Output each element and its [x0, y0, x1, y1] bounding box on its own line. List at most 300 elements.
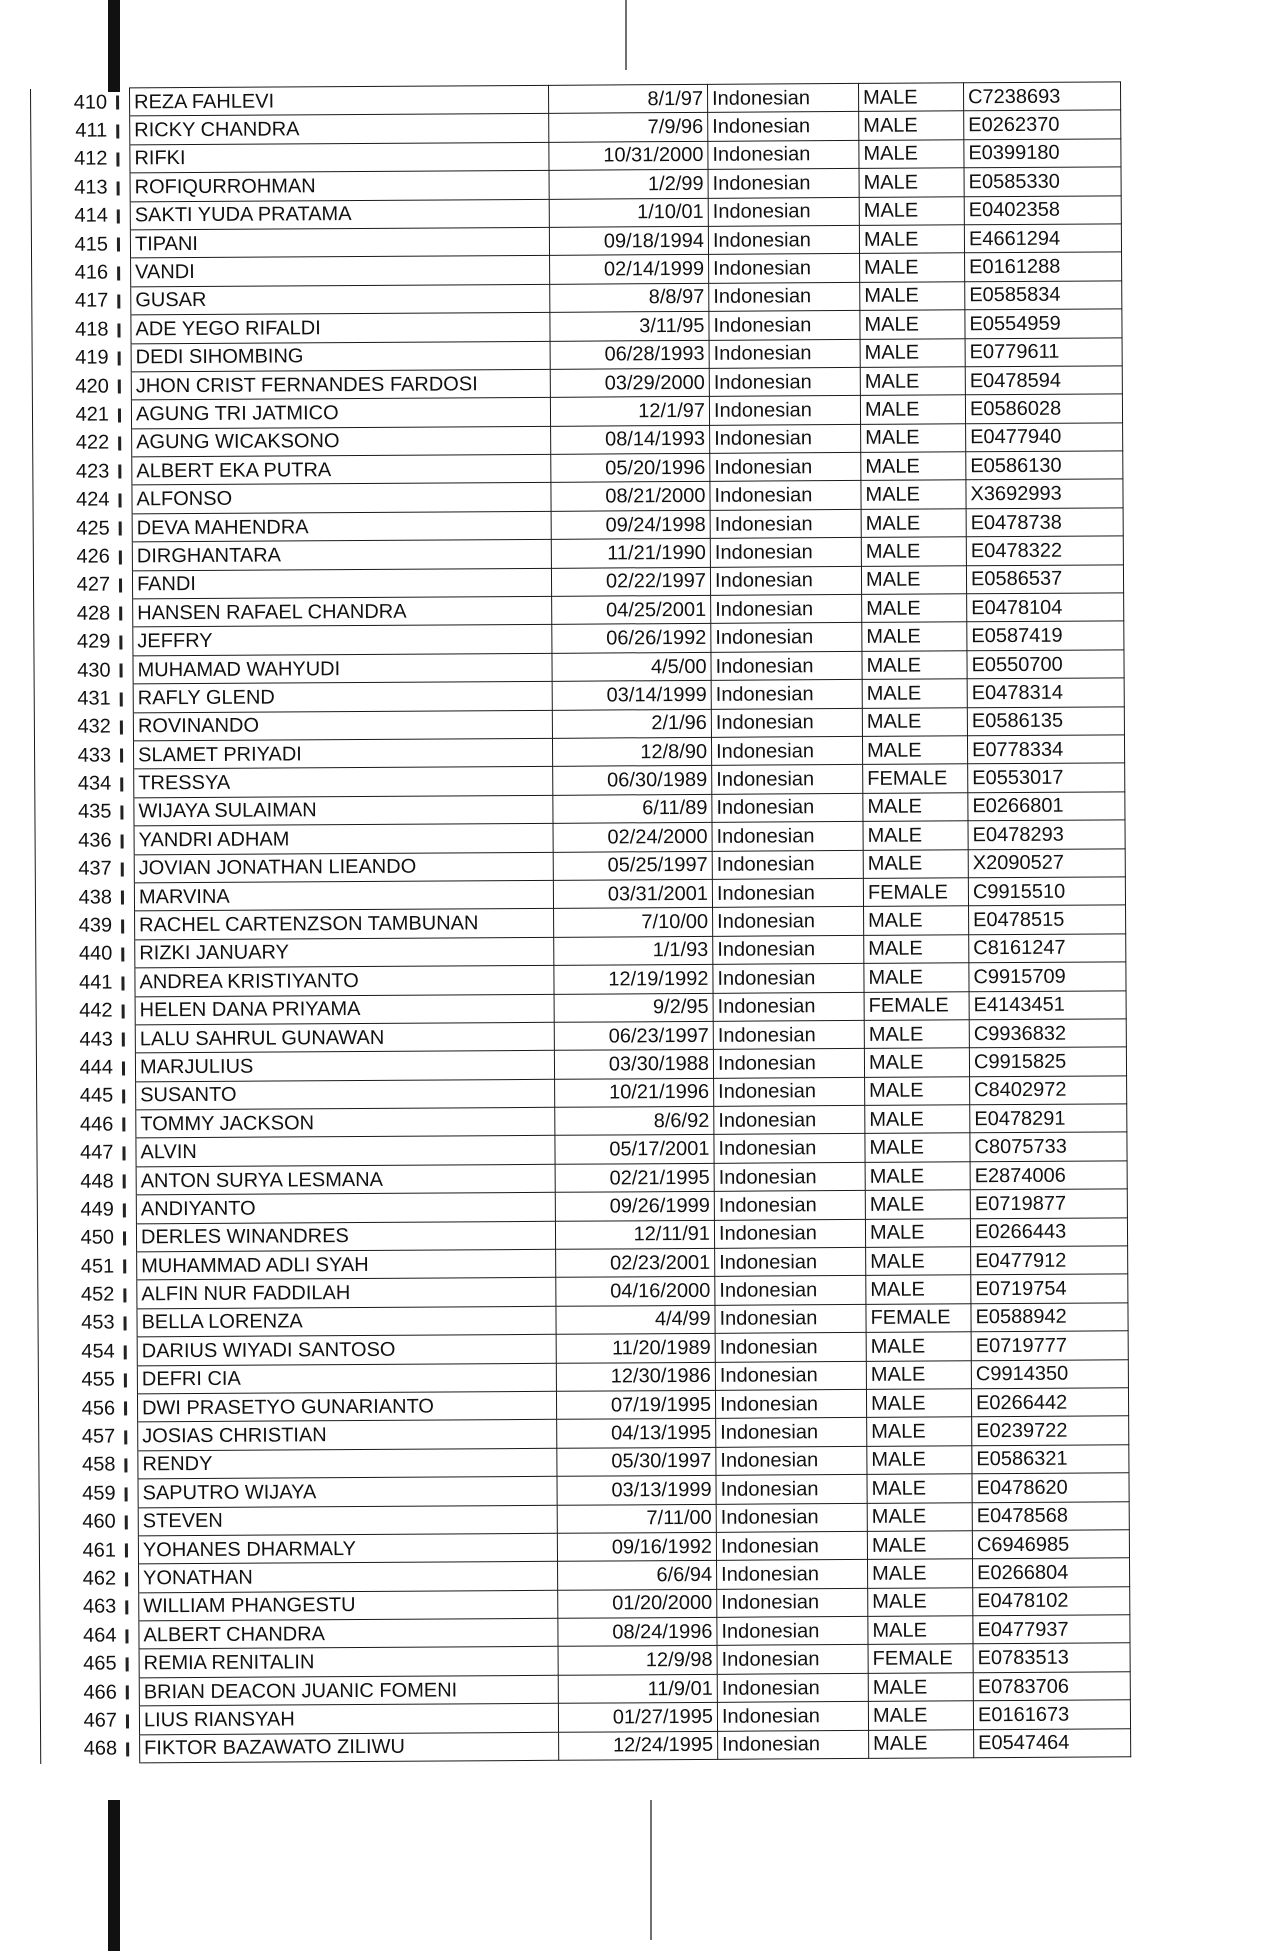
row-number: 445: [37, 1082, 118, 1111]
row-number: 456: [38, 1394, 119, 1423]
passport-number: E0554959: [965, 309, 1122, 338]
row-mark: [119, 1479, 138, 1508]
date-of-birth: 7/9/96: [549, 113, 708, 142]
date-of-birth: 4/5/00: [552, 652, 711, 681]
row-number: 453: [38, 1309, 119, 1338]
passport-number: E0266443: [970, 1217, 1127, 1246]
date-of-birth: 7/10/00: [554, 908, 713, 937]
passport-number: E0478291: [970, 1104, 1127, 1133]
row-number: 468: [41, 1735, 122, 1764]
row-mark: [121, 1706, 140, 1735]
gender: MALE: [868, 1559, 973, 1588]
gender: MALE: [864, 906, 969, 935]
scan-tick-mark: [121, 891, 124, 905]
row-number: 412: [31, 145, 112, 174]
passport-number: E0478594: [965, 366, 1122, 395]
row-mark: [121, 1649, 140, 1678]
gender: MALE: [860, 282, 965, 311]
gender: MALE: [860, 310, 965, 339]
row-number: 429: [34, 627, 115, 656]
nationality: Indonesian: [715, 1389, 866, 1418]
nationality: Indonesian: [711, 623, 862, 652]
row-mark: [119, 1365, 138, 1394]
row-mark: [113, 485, 132, 514]
row-mark: [118, 1223, 137, 1252]
gender: MALE: [862, 736, 967, 765]
row-mark: [114, 599, 133, 628]
scan-tick-mark: [118, 408, 121, 422]
nationality: Indonesian: [712, 765, 863, 794]
row-mark: [115, 712, 134, 741]
scan-tick-mark: [117, 295, 120, 309]
date-of-birth: 01/27/1995: [558, 1703, 717, 1732]
date-of-birth: 05/17/2001: [555, 1135, 714, 1164]
row-number: 414: [31, 202, 112, 231]
row-number: 455: [38, 1366, 119, 1395]
row-number: 443: [36, 1025, 117, 1054]
passport-number: E0478293: [968, 820, 1125, 849]
passport-number: E0719777: [971, 1331, 1128, 1360]
date-of-birth: 03/30/1988: [554, 1050, 713, 1079]
passenger-name: ALFONSO: [132, 483, 551, 514]
scan-tick-mark: [125, 1572, 128, 1586]
passenger-name: JEFFRY: [133, 625, 552, 656]
gender: MALE: [865, 1190, 970, 1219]
row-mark: [112, 287, 131, 316]
passenger-name: ALBERT CHANDRA: [139, 1618, 558, 1649]
nationality: Indonesian: [711, 680, 862, 709]
row-number: 418: [32, 315, 113, 344]
nationality: Indonesian: [716, 1418, 867, 1447]
nationality: Indonesian: [714, 1105, 865, 1134]
gender: MALE: [859, 111, 964, 140]
scan-tick-mark: [120, 777, 123, 791]
date-of-birth: 2/1/96: [552, 709, 711, 738]
nationality: Indonesian: [714, 1162, 865, 1191]
row-number: 419: [32, 344, 113, 373]
passenger-name: REMIA RENITALIN: [139, 1647, 558, 1678]
row-number: 467: [40, 1706, 121, 1735]
passenger-name: SLAMET PRIYADI: [133, 738, 552, 769]
row-mark: [120, 1536, 139, 1565]
passenger-name: LIUS RIANSYAH: [139, 1704, 558, 1735]
scan-tick-mark: [117, 323, 120, 337]
passport-number: E0550700: [967, 650, 1124, 679]
row-mark: [120, 1593, 139, 1622]
row-number: 457: [39, 1422, 120, 1451]
gender: MALE: [867, 1417, 972, 1446]
gender: MALE: [867, 1446, 972, 1475]
date-of-birth: 12/19/1992: [554, 964, 713, 993]
passenger-name: RACHEL CARTENZSON TAMBUNAN: [135, 909, 554, 940]
row-mark: [112, 315, 131, 344]
nationality: Indonesian: [708, 112, 859, 141]
passenger-name: RIZKI JANUARY: [135, 937, 554, 968]
gender: MALE: [861, 537, 966, 566]
date-of-birth: 9/2/95: [554, 993, 713, 1022]
date-of-birth: 3/11/95: [550, 311, 709, 340]
date-of-birth: 02/14/1999: [550, 255, 709, 284]
row-mark: [120, 1507, 139, 1536]
row-mark: [112, 173, 131, 202]
nationality: Indonesian: [710, 509, 861, 538]
scan-binding-line-bottom: [650, 1800, 652, 1940]
gender: MALE: [864, 1020, 969, 1049]
date-of-birth: 03/14/1999: [552, 681, 711, 710]
scan-tick-mark: [121, 834, 124, 848]
row-mark: [118, 1309, 137, 1338]
passport-number: E0586321: [972, 1445, 1129, 1474]
row-number: 462: [40, 1564, 121, 1593]
row-number: 446: [37, 1110, 118, 1139]
gender: MALE: [862, 651, 967, 680]
date-of-birth: 03/29/2000: [550, 368, 709, 397]
passport-number: C9915709: [969, 962, 1126, 991]
gender: MALE: [866, 1332, 971, 1361]
row-number: 427: [33, 571, 114, 600]
row-mark: [116, 854, 135, 883]
date-of-birth: 03/13/1999: [557, 1475, 716, 1504]
passport-number: E0161673: [973, 1700, 1130, 1729]
row-number: 459: [39, 1479, 120, 1508]
row-mark: [112, 230, 131, 259]
passenger-name: DARIUS WIYADI SANTOSO: [137, 1334, 556, 1365]
passport-number: E0262370: [964, 110, 1121, 139]
row-number: 452: [38, 1280, 119, 1309]
row-mark: [117, 996, 136, 1025]
passport-number: E0478314: [967, 678, 1124, 707]
row-mark: [116, 968, 135, 997]
scan-tick-mark: [120, 664, 123, 678]
row-number: 420: [32, 372, 113, 401]
date-of-birth: 12/11/91: [555, 1220, 714, 1249]
date-of-birth: 04/13/1995: [557, 1419, 716, 1448]
nationality: Indonesian: [716, 1446, 867, 1475]
nationality: Indonesian: [709, 367, 860, 396]
row-mark: [118, 1280, 137, 1309]
nationality: Indonesian: [708, 169, 859, 198]
passenger-name: WILLIAM PHANGESTU: [139, 1590, 558, 1621]
passenger-name: SUSANTO: [136, 1079, 555, 1110]
scan-tick-mark: [118, 465, 121, 479]
scan-binding-line-top: [625, 0, 627, 70]
date-of-birth: 09/18/1994: [549, 226, 708, 255]
nationality: Indonesian: [713, 964, 864, 993]
gender: MALE: [867, 1502, 972, 1531]
nationality: Indonesian: [717, 1702, 868, 1731]
gender: MALE: [859, 196, 964, 225]
passport-number: X2090527: [968, 848, 1125, 877]
row-number: 438: [35, 883, 116, 912]
nationality: Indonesian: [710, 453, 861, 482]
gender: MALE: [867, 1474, 972, 1503]
date-of-birth: 02/24/2000: [553, 823, 712, 852]
row-mark: [117, 1025, 136, 1054]
nationality: Indonesian: [716, 1531, 867, 1560]
date-of-birth: 05/25/1997: [553, 851, 712, 880]
row-number: 432: [34, 713, 115, 742]
date-of-birth: 06/26/1992: [552, 624, 711, 653]
gender: MALE: [868, 1616, 973, 1645]
passport-number: E4661294: [964, 224, 1121, 253]
gender: MALE: [860, 367, 965, 396]
row-mark: [112, 258, 131, 287]
gender: MALE: [866, 1389, 971, 1418]
row-mark: [115, 741, 134, 770]
scan-tick-mark: [121, 976, 124, 990]
date-of-birth: 08/24/1996: [558, 1617, 717, 1646]
gender: MALE: [865, 1218, 970, 1247]
nationality: Indonesian: [712, 793, 863, 822]
date-of-birth: 01/20/2000: [558, 1589, 717, 1618]
scan-tick-mark: [125, 1487, 128, 1501]
nationality: Indonesian: [710, 424, 861, 453]
gender: MALE: [860, 253, 965, 282]
row-number: 461: [39, 1536, 120, 1565]
passenger-name: DERLES WINANDRES: [136, 1221, 555, 1252]
scan-edge-mark-top: [108, 0, 120, 92]
gender: MALE: [868, 1673, 973, 1702]
passenger-name: MARJULIUS: [135, 1051, 554, 1082]
gender: MALE: [866, 1247, 971, 1276]
passenger-name: REZA FAHLEVI: [130, 85, 549, 116]
scan-tick-mark: [125, 1601, 128, 1615]
passenger-name: DEFRI CIA: [137, 1363, 556, 1394]
nationality: Indonesian: [715, 1247, 866, 1276]
passenger-table-body: [31, 82, 1131, 1764]
passenger-name: ANDIYANTO: [136, 1193, 555, 1224]
row-number: 463: [40, 1593, 121, 1622]
gender: MALE: [861, 423, 966, 452]
scan-tick-mark: [124, 1317, 127, 1331]
passport-number: E0266442: [971, 1388, 1128, 1417]
scan-tick-mark: [122, 1118, 125, 1132]
passport-number: C9915510: [968, 877, 1125, 906]
date-of-birth: 8/1/97: [548, 84, 707, 113]
gender: MALE: [865, 1162, 970, 1191]
passport-number: E0399180: [964, 139, 1121, 168]
passport-number: E0586130: [966, 451, 1123, 480]
passenger-name: HANSEN RAFAEL CHANDRA: [133, 596, 552, 627]
row-number: 448: [37, 1167, 118, 1196]
scan-tick-mark: [120, 806, 123, 820]
passport-number: E2874006: [970, 1161, 1127, 1190]
row-mark: [114, 627, 133, 656]
date-of-birth: 09/26/1999: [555, 1192, 714, 1221]
passport-number: E0477912: [971, 1246, 1128, 1275]
date-of-birth: 06/30/1989: [553, 766, 712, 795]
passenger-name: ALFIN NUR FADDILAH: [137, 1278, 556, 1309]
row-mark: [119, 1337, 138, 1366]
date-of-birth: 1/2/99: [549, 170, 708, 199]
passenger-name: ANDREA KRISTIYANTO: [135, 965, 554, 996]
scan-tick-mark: [123, 1288, 126, 1302]
passport-number: E0477940: [966, 423, 1123, 452]
row-mark: [117, 1082, 136, 1111]
row-number: 444: [36, 1053, 117, 1082]
nationality: Indonesian: [717, 1588, 868, 1617]
nationality: Indonesian: [716, 1503, 867, 1532]
passenger-name: DIRGHANTARA: [132, 540, 551, 571]
date-of-birth: 02/21/1995: [555, 1163, 714, 1192]
passenger-name: YANDRI ADHAM: [134, 823, 553, 854]
row-number: 442: [36, 996, 117, 1025]
row-number: 436: [35, 826, 116, 855]
passport-number: E0783513: [973, 1643, 1130, 1672]
gender: MALE: [859, 140, 964, 169]
row-mark: [115, 798, 134, 827]
date-of-birth: 04/16/2000: [556, 1277, 715, 1306]
passenger-name: JOVIAN JONATHAN LIEANDO: [134, 852, 553, 883]
passenger-name: RIFKI: [130, 142, 549, 173]
nationality: Indonesian: [713, 935, 864, 964]
scan-tick-mark: [117, 209, 120, 223]
passport-number: E0586135: [967, 706, 1124, 735]
passport-number: E4143451: [969, 990, 1126, 1019]
row-mark: [114, 542, 133, 571]
passport-number: E0266801: [968, 792, 1125, 821]
passport-number: E0585330: [964, 167, 1121, 196]
row-mark: [116, 826, 135, 855]
row-mark: [119, 1394, 138, 1423]
passenger-name: SAPUTRO WIJAYA: [138, 1476, 557, 1507]
passenger-name: ROFIQURROHMAN: [130, 171, 549, 202]
scan-tick-mark: [124, 1345, 127, 1359]
gender: FEMALE: [866, 1304, 971, 1333]
gender: MALE: [861, 480, 966, 509]
date-of-birth: 10/21/1996: [555, 1078, 714, 1107]
gender: FEMALE: [863, 878, 968, 907]
nationality: Indonesian: [716, 1475, 867, 1504]
row-mark: [113, 343, 132, 372]
row-number: 460: [39, 1508, 120, 1537]
row-mark: [114, 656, 133, 685]
nationality: Indonesian: [711, 594, 862, 623]
passenger-name: ROVINANDO: [133, 710, 552, 741]
scan-tick-mark: [123, 1231, 126, 1245]
row-number: 424: [33, 485, 114, 514]
date-of-birth: 09/16/1992: [557, 1532, 716, 1561]
passenger-name: SAKTI YUDA PRATAMA: [130, 199, 549, 230]
nationality: Indonesian: [717, 1673, 868, 1702]
date-of-birth: 06/28/1993: [550, 340, 709, 369]
passport-number: E0478515: [969, 905, 1126, 934]
date-of-birth: 1/10/01: [549, 198, 708, 227]
passenger-name: ALVIN: [136, 1136, 555, 1167]
nationality: Indonesian: [711, 736, 862, 765]
passport-number: E0478102: [973, 1587, 1130, 1616]
passport-number: C8075733: [970, 1132, 1127, 1161]
passenger-name: DEVA MAHENDRA: [132, 511, 551, 542]
passport-number: E0585834: [965, 281, 1122, 310]
table-row: [41, 1728, 1131, 1763]
gender: MALE: [862, 679, 967, 708]
date-of-birth: 12/9/98: [558, 1646, 717, 1675]
row-mark: [121, 1735, 140, 1764]
nationality: Indonesian: [715, 1276, 866, 1305]
passenger-name: FANDI: [132, 568, 551, 599]
scan-tick-mark: [119, 635, 122, 649]
gender: MALE: [862, 707, 967, 736]
passenger-name: AGUNG WICAKSONO: [132, 426, 551, 457]
date-of-birth: 08/21/2000: [551, 482, 710, 511]
scan-tick-mark: [119, 550, 122, 564]
row-mark: [111, 116, 130, 145]
nationality: Indonesian: [710, 481, 861, 510]
passenger-name: DEDI SIHOMBING: [131, 341, 550, 372]
passport-number: X3692993: [966, 479, 1123, 508]
gender: MALE: [865, 1133, 970, 1162]
scan-tick-mark: [119, 607, 122, 621]
row-number: 458: [39, 1451, 120, 1480]
date-of-birth: 06/23/1997: [554, 1021, 713, 1050]
row-mark: [119, 1422, 138, 1451]
row-number: 464: [40, 1621, 121, 1650]
passport-number: E0478104: [967, 593, 1124, 622]
passenger-name: BELLA LORENZA: [137, 1306, 556, 1337]
scan-tick-mark: [116, 124, 119, 138]
passport-number: E0402358: [964, 195, 1121, 224]
gender: MALE: [864, 1048, 969, 1077]
row-mark: [120, 1564, 139, 1593]
scan-tick-mark: [125, 1515, 128, 1529]
row-mark: [111, 145, 130, 174]
nationality: Indonesian: [713, 1049, 864, 1078]
date-of-birth: 8/8/97: [550, 283, 709, 312]
gender: MALE: [865, 1105, 970, 1134]
passenger-name: YOHANES DHARMALY: [138, 1533, 557, 1564]
passport-number: E0478322: [966, 536, 1123, 565]
row-number: 430: [34, 656, 115, 685]
scan-tick-mark: [117, 181, 120, 195]
passenger-name: RICKY CHANDRA: [130, 114, 549, 145]
nationality: Indonesian: [711, 651, 862, 680]
passenger-name: TRESSYA: [134, 767, 553, 798]
row-number: 465: [40, 1649, 121, 1678]
passenger-name: MUHAMMAD ADLI SYAH: [137, 1249, 556, 1280]
row-number: 450: [37, 1224, 118, 1253]
passenger-name: YONATHAN: [139, 1562, 558, 1593]
row-mark: [117, 1110, 136, 1139]
gender: MALE: [860, 338, 965, 367]
passenger-name: MUHAMAD WAHYUDI: [133, 653, 552, 684]
passenger-name: VANDI: [131, 256, 550, 287]
row-number: 411: [31, 116, 112, 145]
passenger-name: DWI PRASETYO GUNARIANTO: [137, 1391, 556, 1422]
passenger-name: GUSAR: [131, 284, 550, 315]
passenger-name: FIKTOR BAZAWATO ZILIWU: [140, 1732, 559, 1763]
nationality: Indonesian: [715, 1361, 866, 1390]
row-mark: [113, 400, 132, 429]
scan-tick-mark: [126, 1657, 129, 1671]
scan-tick-mark: [118, 437, 121, 451]
scan-tick-mark: [123, 1203, 126, 1217]
row-number: 423: [33, 457, 114, 486]
scan-tick-mark: [123, 1260, 126, 1274]
passport-number: E0266804: [973, 1558, 1130, 1587]
passport-number: E0779611: [965, 337, 1122, 366]
passport-number: E0588942: [971, 1303, 1128, 1332]
row-mark: [116, 940, 135, 969]
passenger-name: JOSIAS CHRISTIAN: [138, 1420, 557, 1451]
nationality: Indonesian: [717, 1645, 868, 1674]
scan-tick-mark: [120, 749, 123, 763]
row-number: 439: [36, 911, 117, 940]
gender: MALE: [863, 849, 968, 878]
scan-tick-mark: [122, 1146, 125, 1160]
row-number: 454: [38, 1337, 119, 1366]
nationality: Indonesian: [714, 1191, 865, 1220]
